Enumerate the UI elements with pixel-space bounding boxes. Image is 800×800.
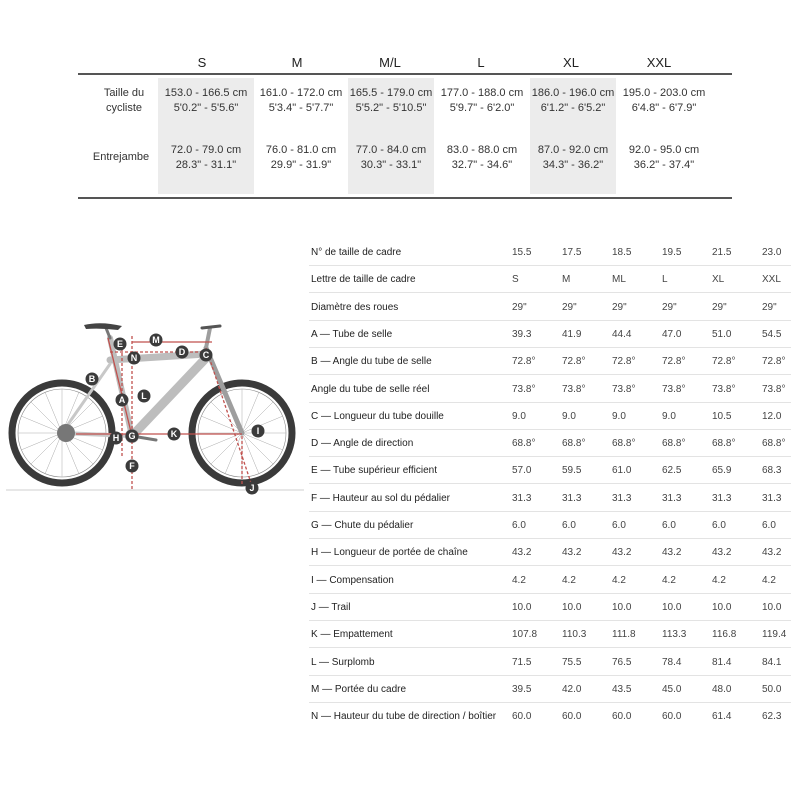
geometry-row-divider — [309, 483, 791, 484]
geometry-row-divider — [309, 320, 791, 321]
geometry-cell: 107.8 — [512, 629, 538, 640]
size-header-xl: XL — [563, 55, 579, 70]
geometry-cell: 68.8° — [712, 438, 736, 449]
geometry-cell: 4.2 — [612, 575, 626, 586]
size-header-m: M — [291, 55, 303, 70]
cell-in: 28.3" - 31.1" — [175, 159, 237, 171]
svg-text:C: C — [202, 350, 210, 360]
rider-height-ml — [348, 86, 434, 116]
geometry-cell: XL — [712, 274, 725, 285]
geometry-cell: 44.4 — [612, 329, 632, 340]
geometry-row-divider — [309, 429, 791, 430]
geometry-row-divider — [309, 565, 791, 566]
geometry-cell: 73.8° — [762, 384, 786, 395]
geometry-cell: 9.0 — [612, 411, 626, 422]
cell-cm: 161.0 - 172.0 cm — [259, 87, 343, 99]
geometry-cell: 29" — [712, 302, 727, 313]
svg-text:M: M — [152, 335, 160, 345]
geometry-cell: 4.2 — [562, 575, 576, 586]
geometry-cell: 73.8° — [662, 384, 686, 395]
cell-in: 5'5.2" - 5'10.5" — [355, 102, 427, 114]
geometry-cell: 43.2 — [762, 547, 782, 558]
geometry-cell: 39.3 — [512, 329, 532, 340]
geometry-row-divider — [309, 702, 791, 703]
geometry-cell: 43.2 — [612, 547, 632, 558]
geometry-cell: 48.0 — [712, 684, 732, 695]
marker-d — [176, 346, 189, 359]
geometry-row-label: M — Portée du cadre — [311, 684, 407, 695]
geometry-cell: 4.2 — [762, 575, 776, 586]
geometry-cell: 6.0 — [512, 520, 526, 531]
geometry-cell: 73.8° — [712, 384, 736, 395]
geometry-row-label: J — Trail — [311, 602, 351, 613]
geometry-cell: 57.0 — [512, 465, 532, 476]
inseam-xl — [530, 143, 616, 173]
cell-cm: 87.0 - 92.0 cm — [537, 144, 609, 156]
geometry-cell: 68.8° — [762, 438, 786, 449]
rider-height-xxl — [616, 86, 712, 116]
geometry-cell: 4.2 — [712, 575, 726, 586]
geometry-cell: 31.3 — [562, 493, 582, 504]
row-label-rider-height — [94, 86, 154, 116]
geometry-row-label: N° de taille de cadre — [311, 247, 402, 258]
geometry-row-label: D — Angle de direction — [311, 438, 414, 449]
geometry-row-label: K — Empattement — [311, 629, 393, 640]
cell-in: 5'0.2" - 5'5.6" — [173, 102, 239, 114]
geometry-cell: 4.2 — [662, 575, 676, 586]
cell-cm: 72.0 - 79.0 cm — [170, 144, 242, 156]
cell-in: 32.7" - 34.6" — [451, 159, 513, 171]
geometry-cell: 73.8° — [512, 384, 536, 395]
inseam-m — [254, 143, 348, 173]
geometry-row-divider — [309, 374, 791, 375]
geometry-row-label: Angle du tube de selle réel — [311, 384, 430, 395]
bike-frame — [57, 323, 242, 443]
geometry-cell: 72.8° — [762, 356, 786, 367]
svg-text:E: E — [116, 339, 124, 349]
geometry-cell: 71.5 — [512, 657, 532, 668]
geometry-cell: 19.5 — [662, 247, 682, 258]
geometry-cell: 72.8° — [612, 356, 636, 367]
marker-h — [110, 432, 123, 445]
geometry-cell: 60.0 — [562, 711, 582, 722]
geometry-row-label: A — Tube de selle — [311, 329, 393, 340]
inseam-s — [158, 143, 254, 173]
cell-in: 30.3" - 33.1" — [360, 159, 422, 171]
geometry-cell: 61.0 — [612, 465, 632, 476]
rider-height-l — [434, 86, 530, 116]
marker-l — [138, 390, 151, 403]
inseam-ml — [348, 143, 434, 173]
rider-height-m — [254, 86, 348, 116]
geometry-row-label: Diamètre des roues — [311, 302, 399, 313]
geometry-row-divider — [309, 620, 791, 621]
marker-i — [252, 425, 265, 438]
geometry-cell: 51.0 — [712, 329, 732, 340]
geometry-cell: 10.0 — [512, 602, 532, 613]
rider-height-xl — [530, 86, 616, 116]
cell-in: 34.3" - 36.2" — [542, 159, 604, 171]
geometry-cell: 60.0 — [662, 711, 682, 722]
geometry-cell: 43.2 — [562, 547, 582, 558]
rider-height-s — [158, 86, 254, 116]
geometry-cell: 47.0 — [662, 329, 682, 340]
geometry-cell: 73.8° — [612, 384, 636, 395]
row-label-line: Taille du — [103, 87, 145, 99]
row-label-inseam — [88, 150, 154, 165]
geometry-cell: 59.5 — [562, 465, 582, 476]
geometry-cell: 54.5 — [762, 329, 782, 340]
svg-text:H: H — [112, 433, 120, 443]
geometry-cell: 10.0 — [612, 602, 632, 613]
geometry-row-divider — [309, 347, 791, 348]
marker-g — [126, 430, 139, 443]
geometry-row-label: H — Longueur de portée de chaîne — [311, 547, 468, 558]
marker-j — [246, 482, 259, 495]
geometry-cell: 68.8° — [562, 438, 586, 449]
geometry-cell: 76.5 — [612, 657, 632, 668]
geometry-cell: 50.0 — [762, 684, 782, 695]
geometry-cell: 10.0 — [562, 602, 582, 613]
geometry-cell: 72.8° — [712, 356, 736, 367]
cell-in: 6'4.8" - 6'7.9" — [631, 102, 697, 114]
svg-text:A: A — [118, 395, 126, 405]
cell-in: 29.9" - 31.9" — [270, 159, 332, 171]
marker-k — [168, 428, 181, 441]
geometry-cell: 72.8° — [562, 356, 586, 367]
svg-text:G: G — [128, 431, 136, 441]
geometry-cell: 61.4 — [712, 711, 732, 722]
cell-cm: 77.0 - 84.0 cm — [355, 144, 427, 156]
geometry-cell: 43.2 — [512, 547, 532, 558]
geometry-row-divider — [309, 593, 791, 594]
geometry-cell: 75.5 — [562, 657, 582, 668]
cell-cm: 186.0 - 196.0 cm — [531, 87, 615, 99]
geometry-cell: 6.0 — [612, 520, 626, 531]
geometry-cell: L — [662, 274, 668, 285]
inseam-l — [434, 143, 530, 173]
geometry-cell: 73.8° — [562, 384, 586, 395]
geometry-row-divider — [309, 511, 791, 512]
geometry-cell: 31.3 — [662, 493, 682, 504]
geometry-cell: 43.2 — [662, 547, 682, 558]
geometry-cell: 113.3 — [662, 629, 687, 640]
geometry-row-divider — [309, 292, 791, 293]
geometry-cell: 29" — [662, 302, 677, 313]
cell-in: 5'9.7" - 6'2.0" — [449, 102, 515, 114]
geometry-row-label: N — Hauteur du tube de direction / boîtier — [311, 711, 497, 722]
geometry-cell: 10.0 — [662, 602, 682, 613]
geometry-cell: 29" — [562, 302, 577, 313]
cell-cm: 153.0 - 166.5 cm — [164, 87, 248, 99]
geometry-cell: 84.1 — [762, 657, 782, 668]
geometry-cell: 9.0 — [662, 411, 676, 422]
geometry-cell: 29" — [612, 302, 627, 313]
geometry-row-label: B — Angle du tube de selle — [311, 356, 432, 367]
geometry-cell: 10.5 — [712, 411, 732, 422]
svg-text:I: I — [256, 426, 260, 436]
geometry-cell: 62.5 — [662, 465, 682, 476]
geometry-row-label: L — Surplomb — [311, 657, 375, 668]
cell-cm: 92.0 - 95.0 cm — [628, 144, 700, 156]
geometry-cell: 78.4 — [662, 657, 682, 668]
geometry-cell: 31.3 — [712, 493, 732, 504]
geometry-cell: 116.8 — [712, 629, 737, 640]
geometry-cell: 9.0 — [512, 411, 526, 422]
bike-geometry-diagram — [6, 318, 304, 500]
geometry-cell: 60.0 — [512, 711, 532, 722]
geometry-row-label: G — Chute du pédalier — [311, 520, 414, 531]
geometry-cell: 23.0 — [762, 247, 782, 258]
geometry-cell: 111.8 — [612, 629, 636, 640]
geometry-cell: 43.2 — [712, 547, 732, 558]
geometry-row-divider — [309, 647, 791, 648]
geometry-cell: 45.0 — [662, 684, 682, 695]
geometry-cell: 41.9 — [562, 329, 582, 340]
geometry-cell: 29" — [762, 302, 777, 313]
geometry-cell: 6.0 — [762, 520, 776, 531]
svg-text:F: F — [129, 461, 135, 471]
geometry-cell: 72.8° — [662, 356, 686, 367]
marker-a — [116, 394, 129, 407]
geometry-cell: XXL — [762, 274, 781, 285]
geometry-cell: 68.8° — [662, 438, 686, 449]
cell-in: 6'1.2" - 6'5.2" — [540, 102, 606, 114]
geometry-row-label: C — Longueur du tube douille — [311, 411, 444, 422]
geometry-row-label: I — Compensation — [311, 575, 394, 586]
geometry-cell: 110.3 — [562, 629, 587, 640]
marker-c — [200, 349, 213, 362]
marker-m — [150, 334, 163, 347]
geometry-cell: 60.0 — [612, 711, 632, 722]
size-chart-top-rule — [78, 73, 732, 75]
size-header-ml: M/L — [379, 55, 401, 70]
geometry-cell: 6.0 — [712, 520, 726, 531]
geometry-cell: 39.5 — [512, 684, 532, 695]
geometry-cell: 31.3 — [512, 493, 532, 504]
row-label-line: Entrejambe — [92, 151, 150, 163]
geometry-row-label: F — Hauteur au sol du pédalier — [311, 493, 450, 504]
geometry-cell: 18.5 — [612, 247, 632, 258]
geometry-cell: 68.8° — [512, 438, 536, 449]
svg-text:D: D — [178, 347, 186, 357]
cell-cm: 165.5 - 179.0 cm — [349, 87, 433, 99]
geometry-row-divider — [309, 265, 791, 266]
geometry-cell: 72.8° — [512, 356, 536, 367]
geometry-cell: 68.8° — [612, 438, 636, 449]
geometry-row-label: Lettre de taille de cadre — [311, 274, 416, 285]
geometry-cell: 21.5 — [712, 247, 732, 258]
cell-in: 36.2" - 37.4" — [633, 159, 695, 171]
svg-text:K: K — [170, 429, 178, 439]
cell-cm: 76.0 - 81.0 cm — [265, 144, 337, 156]
geometry-cell: 9.0 — [562, 411, 576, 422]
svg-text:J: J — [249, 483, 255, 493]
marker-f — [126, 460, 139, 473]
size-header-s: S — [197, 55, 207, 70]
geometry-cell: 4.2 — [512, 575, 526, 586]
geometry-cell: 31.3 — [762, 493, 782, 504]
geometry-cell: 10.0 — [762, 602, 782, 613]
geometry-cell: 31.3 — [612, 493, 632, 504]
inseam-xxl — [616, 143, 712, 173]
geometry-cell: M — [562, 274, 571, 285]
geometry-row-label: E — Tube supérieur efficient — [311, 465, 437, 476]
geometry-cell: 6.0 — [562, 520, 576, 531]
svg-text:N: N — [130, 353, 138, 363]
geometry-row-divider — [309, 402, 791, 403]
size-chart-header — [78, 55, 732, 75]
geometry-cell: 29" — [512, 302, 527, 313]
svg-text:L: L — [141, 391, 147, 401]
row-label-line: cycliste — [105, 102, 143, 114]
geometry-cell: 81.4 — [712, 657, 732, 668]
svg-text:B: B — [88, 374, 96, 384]
cell-cm: 195.0 - 203.0 cm — [622, 87, 706, 99]
geometry-cell: 15.5 — [512, 247, 532, 258]
marker-e — [114, 338, 127, 351]
geometry-cell: 62.3 — [762, 711, 782, 722]
geometry-cell: 6.0 — [662, 520, 676, 531]
cell-cm: 177.0 - 188.0 cm — [440, 87, 524, 99]
size-header-xxl: XXL — [646, 55, 672, 70]
marker-n — [128, 352, 141, 365]
geometry-cell: 17.5 — [562, 247, 582, 258]
geometry-cell: 10.0 — [712, 602, 732, 613]
geometry-cell: 43.5 — [612, 684, 632, 695]
cell-cm: 83.0 - 88.0 cm — [446, 144, 518, 156]
geometry-cell: 42.0 — [562, 684, 582, 695]
size-chart-bottom-rule — [78, 197, 732, 199]
geometry-cell: 12.0 — [762, 411, 782, 422]
marker-b — [86, 373, 99, 386]
cell-in: 5'3.4" - 5'7.7" — [268, 102, 334, 114]
size-header-l: L — [477, 55, 485, 70]
geometry-row-divider — [309, 675, 791, 676]
geometry-cell: ML — [612, 274, 626, 285]
geometry-cell: 65.9 — [712, 465, 732, 476]
geometry-row-divider — [309, 456, 791, 457]
geometry-row-divider — [309, 538, 791, 539]
geometry-cell: S — [512, 274, 519, 285]
geometry-cell: 68.3 — [762, 465, 782, 476]
geometry-cell: 119.4 — [762, 629, 787, 640]
